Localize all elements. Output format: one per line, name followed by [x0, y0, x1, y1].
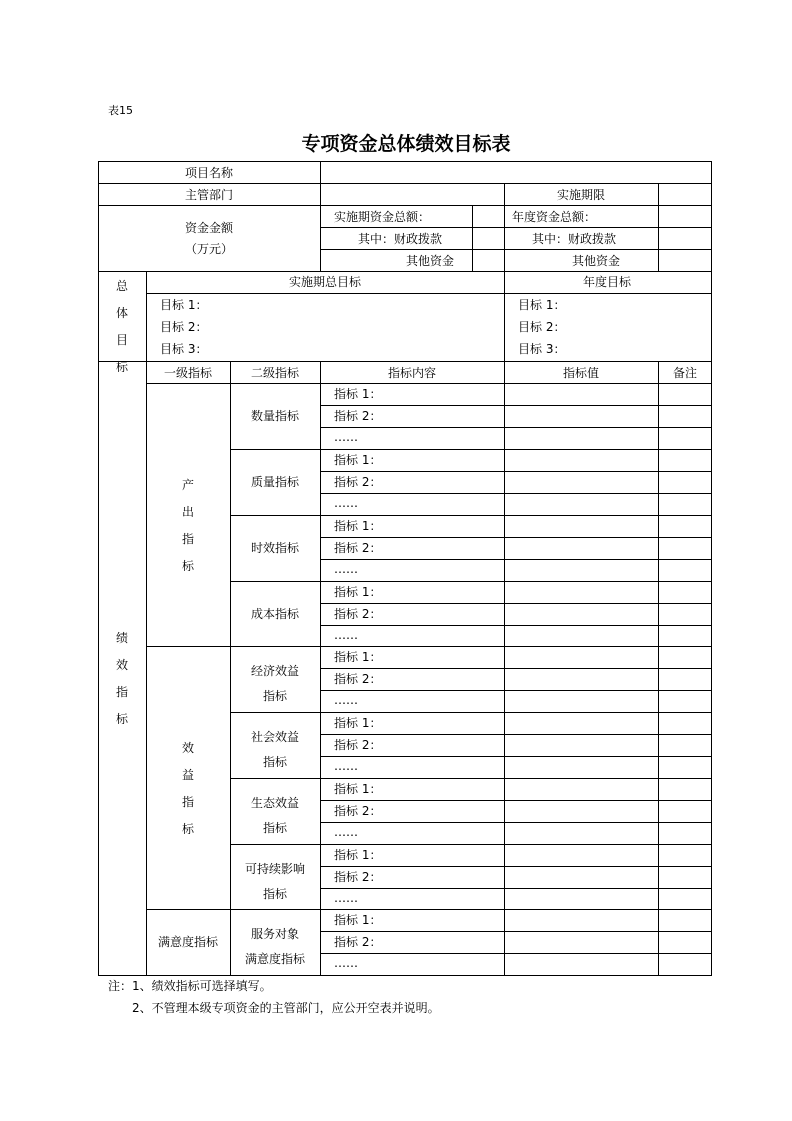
indicator-item-2: 指标 2：: [334, 607, 382, 621]
indicator-more: ……: [334, 628, 358, 642]
funds-unit-label: （万元）: [184, 242, 234, 256]
indicator-item-2: 指标 2：: [334, 672, 382, 686]
indicator-item-1: 指标 1：: [334, 387, 382, 401]
period-goal-3: 目标 3：: [160, 342, 208, 356]
value-header: 指标值: [562, 366, 600, 380]
indicator-item-2: 指标 2：: [334, 870, 382, 884]
annual-goal-1: 目标 1：: [518, 298, 566, 312]
sustainability-label: 可持续影响 指标: [244, 862, 306, 901]
period-label: 实施期限: [556, 188, 606, 202]
level2-header: 二级指标: [250, 366, 300, 380]
quantity-indicator-label: 数量指标: [250, 409, 300, 423]
department-label: 主管部门: [184, 188, 234, 202]
annual-funds-label: 年度资金总额：: [512, 210, 597, 224]
output-indicator-label: 产 出 指 标: [181, 478, 195, 573]
annual-other-label: 其他资金: [572, 254, 621, 268]
annual-goal-3: 目标 3：: [518, 342, 566, 356]
table-number-label: 表15: [108, 104, 133, 117]
indicator-item-2: 指标 2：: [334, 541, 382, 555]
performance-side-label: 绩 效 指 标: [115, 631, 129, 726]
notes: [108, 980, 440, 1024]
indicator-item-1: 指标 1：: [334, 782, 382, 796]
note-1: 注：1、绩效指标可选择填写。: [108, 979, 272, 993]
social-benefit-label: 社会效益 指标: [250, 730, 300, 769]
timeliness-indicator-label: 时效指标: [250, 541, 300, 555]
indicator-item-1: 指标 1：: [334, 585, 382, 599]
indicator-item-1: 指标 1：: [334, 650, 382, 664]
indicator-item-2: 指标 2：: [334, 804, 382, 818]
indicator-item-2: 指标 2：: [334, 409, 382, 423]
indicator-item-1: 指标 1：: [334, 519, 382, 533]
indicator-item-1: 指标 1：: [334, 716, 382, 730]
document-title: 专项资金总体绩效目标表: [301, 133, 511, 155]
period-goal-header: 实施期总目标: [288, 275, 362, 289]
benefit-indicator-label: 效 益 指 标: [181, 741, 195, 836]
indicator-item-2: 指标 2：: [334, 935, 382, 949]
content-header: 指标内容: [387, 366, 437, 380]
overall-goal-side-label: 总 体 目 标: [115, 279, 129, 374]
cost-indicator-label: 成本指标: [250, 607, 300, 621]
indicator-more: ……: [334, 430, 358, 444]
indicator-item-1: 指标 1：: [334, 913, 382, 927]
period-other-label: 其他资金: [406, 254, 455, 268]
satisfaction-indicator-label: 满意度指标: [157, 935, 219, 949]
period-goal-1: 目标 1：: [160, 298, 208, 312]
quality-indicator-label: 质量指标: [250, 475, 300, 489]
indicator-item-2: 指标 2：: [334, 738, 382, 752]
level1-header: 一级指标: [163, 366, 213, 380]
annual-goal-2: 目标 2：: [518, 320, 566, 334]
period-goal-2: 目标 2：: [160, 320, 208, 334]
project-name-label: 项目名称: [184, 166, 234, 180]
funds-label: 资金金额: [184, 221, 234, 235]
note-2: 2、不管理本级专项资金的主管部门，应公开空表并说明。: [132, 1001, 440, 1015]
economic-benefit-label: 经济效益 指标: [250, 664, 300, 703]
indicator-more: ……: [334, 496, 358, 510]
annual-fiscal-label: 其中：财政拨款: [532, 232, 617, 246]
indicator-more: ……: [334, 956, 358, 970]
indicator-item-2: 指标 2：: [334, 475, 382, 489]
total-period-funds-label: 实施期资金总额：: [334, 210, 431, 224]
note-header: 备注: [672, 366, 698, 380]
indicator-more: ……: [334, 825, 358, 839]
period-fiscal-label: 其中：财政拨款: [358, 232, 443, 246]
indicator-item-1: 指标 1：: [334, 848, 382, 862]
indicator-more: ……: [334, 759, 358, 773]
ecological-benefit-label: 生态效益 指标: [250, 796, 300, 835]
service-satisfaction-label: 服务对象 满意度指标: [244, 927, 306, 966]
indicator-item-1: 指标 1：: [334, 453, 382, 467]
indicator-more: ……: [334, 891, 358, 905]
indicator-more: ……: [334, 693, 358, 707]
annual-goal-header: 年度目标: [582, 275, 632, 289]
indicator-more: ……: [334, 562, 358, 576]
